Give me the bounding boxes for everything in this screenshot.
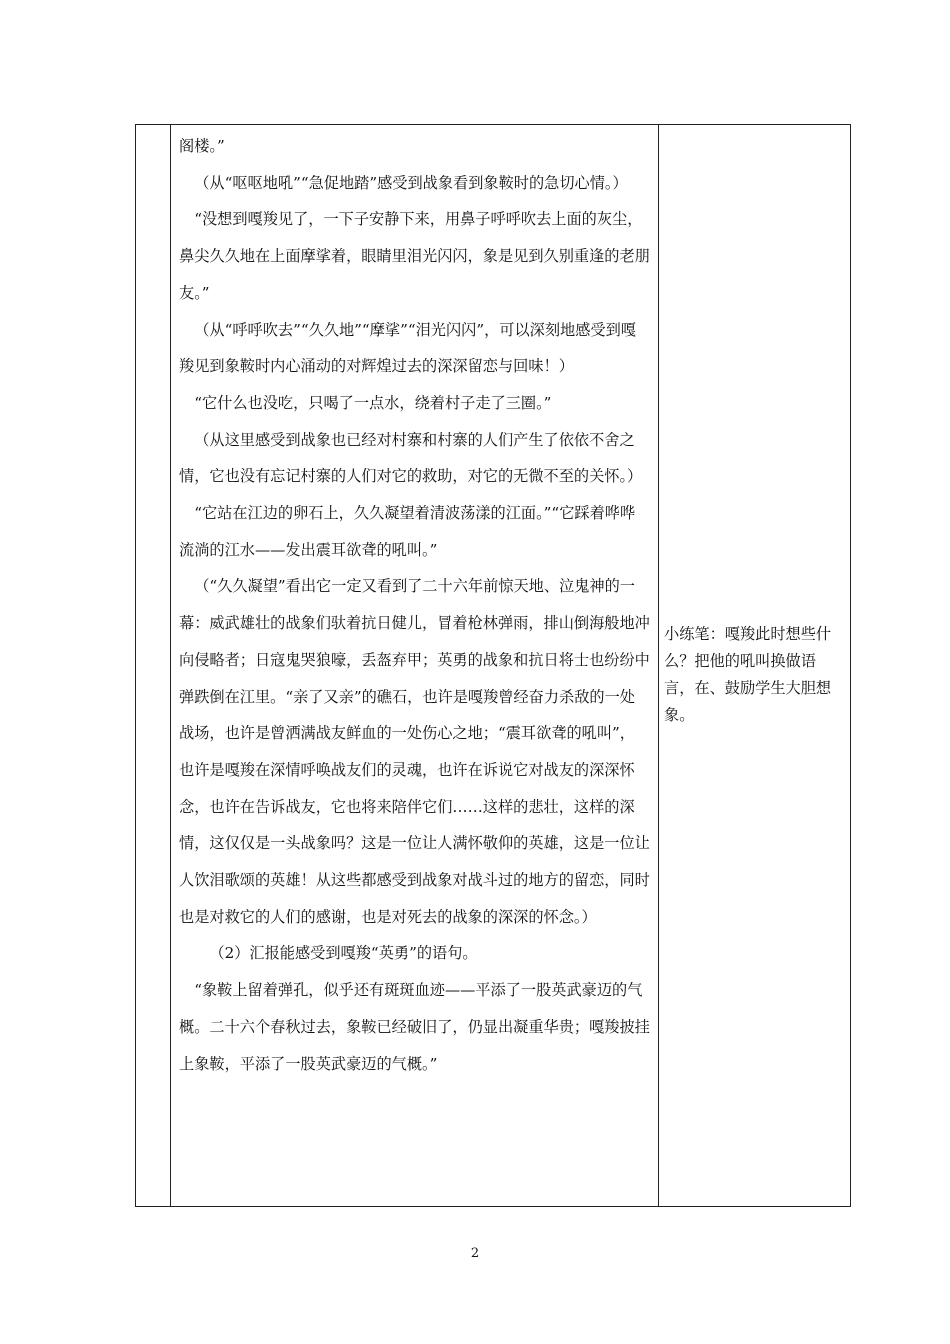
page-number: 2 [470,1246,480,1261]
paragraph: 阁楼。” [179,137,225,155]
paragraph: “它什么也没吃，只喝了一点水，绕着村子走了三圈。” [194,393,552,412]
main-content-cell [171,125,659,1207]
paragraph: （“久久凝望”看出它一定又看到了二十六年前惊天地、泣鬼神的一幕：威武雄壮的战象们驮着抗日健儿，冒着枪林弹雨，排山倒海般地冲向侵略者；日寇鬼哭狼嚎，丢盔弃甲；英勇的战象和抗日将士也纷纷中弹跌倒在江里。“亲了又亲”的礁石，也许是嘎羧曾经奋力杀敌的一处战场，也许是曾洒满战友鲜血的一处伤心之地；“震耳欲聋的吼叫”，也许是嘎羧在深情呼唤战友们的灵魂，也许在诉说它对战友的深深怀念，也许在告诉战友，它也将来陪伴它们……这样的悲壮，这样的深情，这仅仅是一头战象吗？这是一位让人满怀敬仰的英雄，这是一位让人饮泪歌颂的英雄！从这些都感受到战象对战斗过的地方的留恋，同时也是对救它的人们的感谢，也是对死去的战象的深深的怀念。） [179,577,650,926]
paragraph: “它站在江边的卵石上，久久凝望着清波荡漾的江面。”“它踩着哗哗流淌的江水——发出震耳欲聋的吼叫。” [179,504,636,559]
paragraph: （从“呕呕地吼”“急促地踏”感受到战象看到象鞍时的急切心情。） [194,173,628,192]
practice-note: 小练笔：嘎羧此时想些什么？把他的吼叫换做语言，在、鼓励学生大胆想象。 [664,625,832,724]
paragraph: “象鞍上留着弹孔，似乎还有斑斑血迹——平添了一股英武豪迈的气概。二十六个春秋过去，象鞍已经破旧了，仍显出凝重华贵；嘎羧披挂上象鞍，平添了一股英武豪迈的气概。” [179,981,650,1073]
paragraph: （2）汇报能感受到嘎羧“英勇”的语句。 [209,944,478,963]
paragraph: （从这里感受到战象也已经对村寨和村寨的人们产生了依依不舍之情，它也没有忘记村寨的人们对它的救助，对它的无微不至的关怀。） [179,430,643,486]
left-margin-cell [136,125,171,1207]
paragraph: （从“呼呼吹去”“久久地”“摩挲”“泪光闪闪”，可以深刻地感受到嘎羧见到象鞍时内心涌动的对辉煌过去的深深留恋与回味！） [179,320,636,376]
main-text-block [171,125,658,1082]
paragraph: “没想到嘎羧见了，一下子安静下来，用鼻子呼呼吹去上面的灰尘，鼻尖久久地在上面摩挲着，眼睛里泪光闪闪，象是见到久别重逢的老朋友。” [179,210,650,302]
